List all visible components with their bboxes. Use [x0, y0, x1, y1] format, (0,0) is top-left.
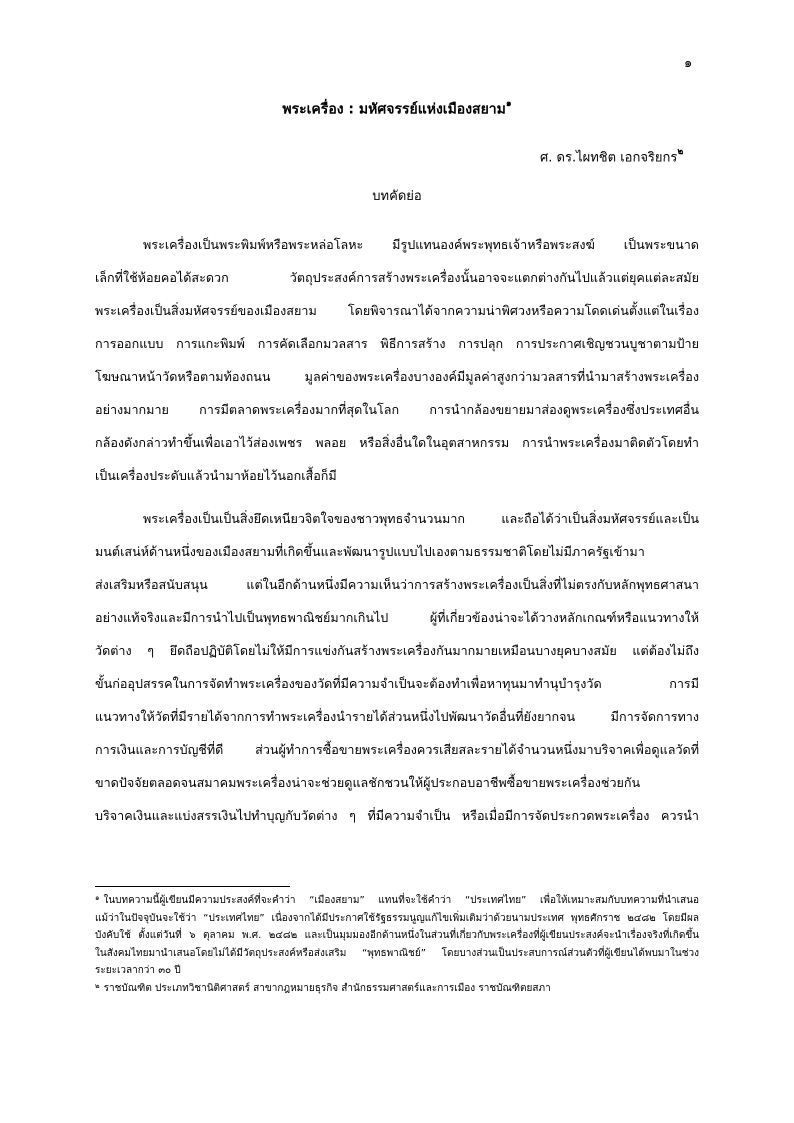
- paragraph-line: เล็กที่ใช้ห้อยคอได้สะดวก วัตถุประสงค์การสร้างพระเครื่องนั้นอาจจะแตกต่างกันไปแล้วแต่ยุคแต่ละสมัย: [95, 270, 699, 285]
- footnote-2-mark: ๒: [95, 981, 100, 990]
- author-name: ศ. ดร.ไผทชิต เอกจริยกร: [540, 150, 678, 166]
- footnote-1-mark: ๑: [95, 894, 100, 902]
- paragraph-line: เป็นเครื่องประดับแล้วนำมาห้อยไว้นอกเสื้อก็มี: [95, 468, 337, 483]
- author-line: [540, 146, 683, 167]
- paragraph-line: อย่างมากมาย การมีตลาดพระเครื่องมากที่สุดในโลก การนำกล้องขยายมาส่องดูพระเครื่องซึ่งประเทศอื่น: [95, 402, 699, 417]
- abstract-paragraph-1: [95, 234, 699, 498]
- title-footnote-mark: ๑: [505, 99, 512, 109]
- paragraph-line: การออกแบบ การแกะพิมพ์ การคัดเลือกมวลสาร พิธีการสร้าง การปลุก การประกาศเชิญชวนบูชาตามป้าย: [95, 336, 699, 351]
- document-title: [0, 98, 794, 121]
- paragraph-line: ขาดปัจจัยตลอดจนสมาคมพระเครื่องน่าจะช่วยดูแลชักชวนให้ผู้ประกอบอาชีพซื้อขายพระเครื่องช่วยกัน: [95, 775, 641, 790]
- title-text: พระเครื่อง : มหัศจรรย์แห่งเมืองสยาม: [282, 101, 506, 118]
- abstract-paragraph-2: [95, 508, 699, 838]
- paragraph-line: มนต์เสน่ห์ด้านหนึ่งของเมืองสยามที่เกิดขึ้นและพัฒนารูปแบบไปเองตามธรรมชาติโดยไม่มีภาครัฐเข้ามา: [95, 544, 645, 559]
- footnote-1-line: ระยะเวลากว่า ๓๐ ปี: [95, 965, 181, 976]
- footnote-1-line: ในสังคมไทยมานำเสนอโดยไม่ได้มีวัตถุประสงค์หรือส่งเสริม “พุทธพาณิชย์” โดยบางส่วนเป็นประสบการณ์ส่วนตัวที่ผู้เขียนได้พบมาในช่วง: [95, 947, 699, 959]
- paragraph-line: พระเครื่องเป็นเป็นสิ่งยึดเหนียวจิตใจของชาวพุทธจำนวนมาก และถือได้ว่าเป็นสิ่งมหัศจรรย์และเป็น: [143, 511, 699, 526]
- footnotes: [95, 893, 699, 998]
- footnote-2-line: $^๒$ ราชบัณฑิต ประเภทวิชานิติศาสตร์ สาขากฎหมายธุรกิจ สำนักธรรมศาสตร์และการเมือง ราชบัณฑิตยสภา: [95, 981, 551, 994]
- abstract-heading: บทคัดย่อ: [372, 189, 422, 204]
- page-number: ๑: [684, 56, 693, 71]
- footnote-1-line: บังคับใช้ ตั้งแต่วันที่ ๖ ตุลาคม พ.ศ. ๒๔๘๒ และเป็นมุมมองอีกด้านหนึ่งในส่วนที่เกี่ยวกับพระเครื่องที่ผู้เขียนประสงค์จะนำเรื่องจริงที่เกิดขึ้น: [95, 930, 699, 941]
- paragraph-line: พระเครื่องเป็นพระพิมพ์หรือพระหล่อโลหะ มีรูปแทนองค์พระพุทธเจ้าหรือพระสงฆ์ เป็นพระขนาด: [143, 237, 699, 252]
- paragraph-line: วัดต่าง ๆ ยึดถือปฏิบัติโดยไม่ให้มีการแข่งกันสร้างพระเครื่องกันมากมายเหมือนบางยุคบางสมัย แต่ต้องไม่ถึง: [95, 643, 699, 658]
- paragraph-line: กล้องดังกล่าวทำขึ้นเพื่อเอาไว้ส่องเพชร พลอย หรือสิ่งอื่นใดในอุตสาหกรรม การนำพระเครื่องมาติดตัวโดยทำ: [95, 435, 699, 450]
- paragraph-line: โฆษณาหน้าวัดหรือตามท้องถนน มูลค่าของพระเครื่องบางองค์มีมูลค่าสูงกว่ามวลสารที่นำมาสร้างพระเครื่อง: [95, 369, 699, 384]
- footnote-1-line: $^๑$ ในบทความนี้ผู้เขียนมีความประสงค์ที่จะคำว่า “เมืองสยาม” แทนที่จะใช้คำว่า “ประเทศไทย” เพื่อให้เหมาะสมกับบทความที่นำเสนอ: [95, 894, 699, 906]
- paragraph-line: อย่างแท้จริงและมีการนำไปเป็นพุทธพาณิชย์มากเกินไป ผู้ที่เกี่ยวข้องน่าจะได้วางหลักเกณฑ์หรือแนวทางให้: [95, 610, 699, 625]
- paragraph-line: การเงินและการบัญชีที่ดี ส่วนผู้ทำการซื้อขายพระเครื่องควรเสียสละรายได้จำนวนหนึ่งมาบริจาคเพื่อดูแลวัดที่: [95, 742, 699, 757]
- author-footnote-mark: ๒: [677, 147, 684, 157]
- footnote-1-line: แม้ว่าในปัจจุบันจะใช้ว่า “ประเทศไทย” เนื่องจากได้มีประกาศใช้รัฐธรรมนูญแก้ไขเพิ่มเติมว่าด้วยนามประเทศ พุทธศักราช ๒๔๘๒ โดยมีผล: [95, 912, 699, 924]
- paragraph-line: พระเครื่องเป็นสิ่งมหัศจรรย์ของเมืองสยาม โดยพิจารณาได้จากความน่าพิศวงหรือความโดดเด่นตั้งแต่ในเรื่อง: [95, 303, 699, 318]
- paragraph-line: ส่งเสริมหรือสนับสนุน แต่ในอีกด้านหนึ่งมีความเห็นว่าการสร้างพระเครื่องเป็นสิ่งที่ไม่ตรงกับหลักพุทธศาสนา: [95, 577, 699, 592]
- paragraph-line: บริจาคเงินและแบ่งสรรเงินไปทำบุญกับวัดต่าง ๆ ที่มีความจำเป็น หรือเมื่อมีการจัดประกวดพระเครื่อง ควรนำ: [95, 808, 699, 823]
- paragraph-line: แนวทางให้วัดที่มีรายได้จากการทำพระเครื่องนำรายได้ส่วนหนึ่งไปพัฒนาวัดอื่นที่ยังยากจน มีการจัดการทาง: [95, 709, 699, 724]
- footnote-separator: [95, 886, 290, 887]
- paragraph-line: ขั้นก่ออุปสรรคในการจัดทำพระเครื่องของวัดที่มีความจำเป็นจะต้องทำเพื่อหาทุนมาทำนุบำรุงวัด การมี: [95, 676, 699, 691]
